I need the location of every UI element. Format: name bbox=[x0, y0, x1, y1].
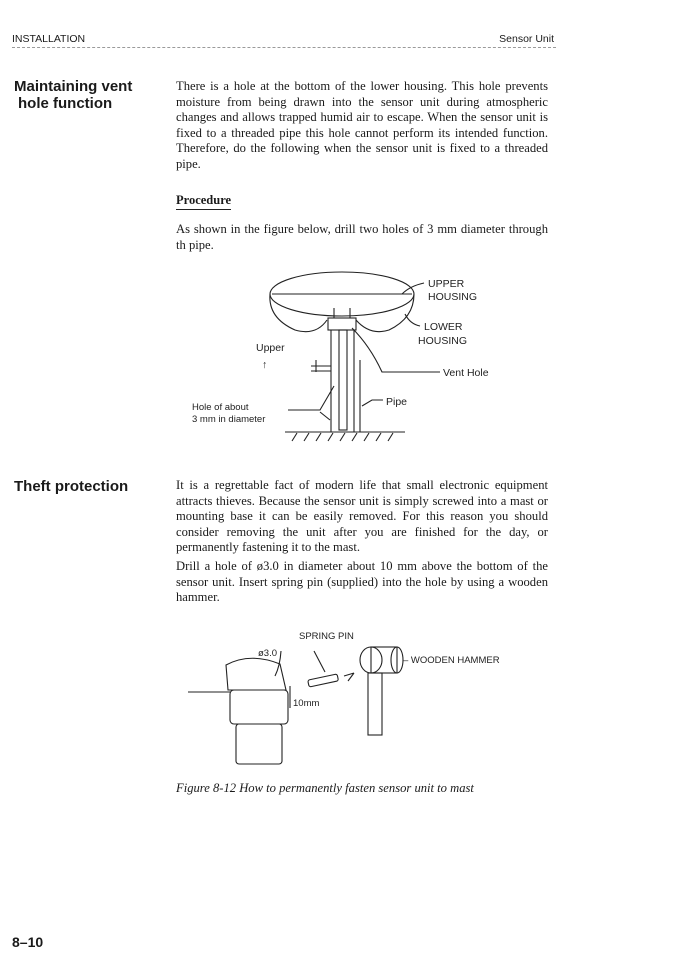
label-upper-housing-1: UPPER bbox=[428, 278, 465, 290]
procedure-text: As shown in the figure below, drill two holes of 3 mm diameter through th pipe. bbox=[176, 222, 548, 252]
lower-housing-left bbox=[270, 294, 327, 332]
hammer-handle bbox=[368, 673, 382, 735]
page-number: 8–10 bbox=[12, 934, 44, 950]
sensor-body bbox=[230, 690, 288, 724]
label-lower-housing-2: HOUSING bbox=[418, 335, 468, 347]
procedure-heading: Procedure bbox=[176, 193, 231, 210]
figure-caption: Figure 8-12 How to permanently fasten sensor unit to mast bbox=[176, 781, 474, 795]
lower-housing-right bbox=[356, 294, 414, 332]
label-vent-hole: Vent Hole bbox=[443, 367, 489, 379]
section-title-line-2: hole function bbox=[18, 95, 113, 112]
insertion-arrow bbox=[344, 673, 354, 681]
label-pipe: Pipe bbox=[386, 396, 408, 408]
theft-paragraph-2: Drill a hole of ø3.0 in diameter about 10 mm above the bottom of the sensor unit. Insert spring pin (supplied) into the hole by using a wooden hammer. bbox=[176, 559, 548, 605]
label-diameter: ø3.0 bbox=[258, 648, 278, 659]
theft-paragraph-1: It is a regrettable fact of modern life that small electronic equipment attracts thieves. Because the sensor unit is simply screwed into a mast or mounting base it can be easily removed. For this reason you should consider removing the unit after you are finished for the day, or permanently fastening it to the mast. bbox=[176, 478, 548, 555]
label-hole-about-2: 3 mm in diameter bbox=[192, 414, 266, 425]
section-title-line-1: Maintaining vent bbox=[14, 78, 133, 95]
sensor-base bbox=[236, 724, 282, 764]
label-ten-mm: 10mm bbox=[293, 698, 320, 709]
sensor-top bbox=[226, 658, 286, 690]
header-document-title: Sensor Unit bbox=[499, 33, 554, 45]
pipe-inner bbox=[339, 330, 347, 430]
header-section-label: INSTALLATION bbox=[12, 33, 86, 45]
label-lower-housing-1: LOWER bbox=[424, 321, 463, 333]
section-title-theft-protection: Theft protection bbox=[14, 478, 129, 495]
upper-arrow-icon: ↑ bbox=[262, 359, 268, 371]
label-wooden-hammer: – WOODEN HAMMER bbox=[403, 655, 500, 666]
label-hole-about-1: Hole of about bbox=[192, 402, 249, 413]
vent-hole-paragraph: There is a hole at the bottom of the lower housing. This hole prevents moisture from being drawn into the sensor unit during atmospheric changes and allows trapped humid air to escape. When the sensor unit is fixed to a threaded pipe this hole cannot perform its intended function. Therefore, do the following when the sensor unit is fixed to a threaded pipe. bbox=[176, 79, 548, 171]
spring-pin-body bbox=[308, 674, 339, 687]
label-spring-pin: SPRING PIN bbox=[299, 631, 354, 642]
label-upper: Upper bbox=[256, 342, 285, 354]
label-upper-housing-2: HOUSING bbox=[428, 291, 478, 303]
